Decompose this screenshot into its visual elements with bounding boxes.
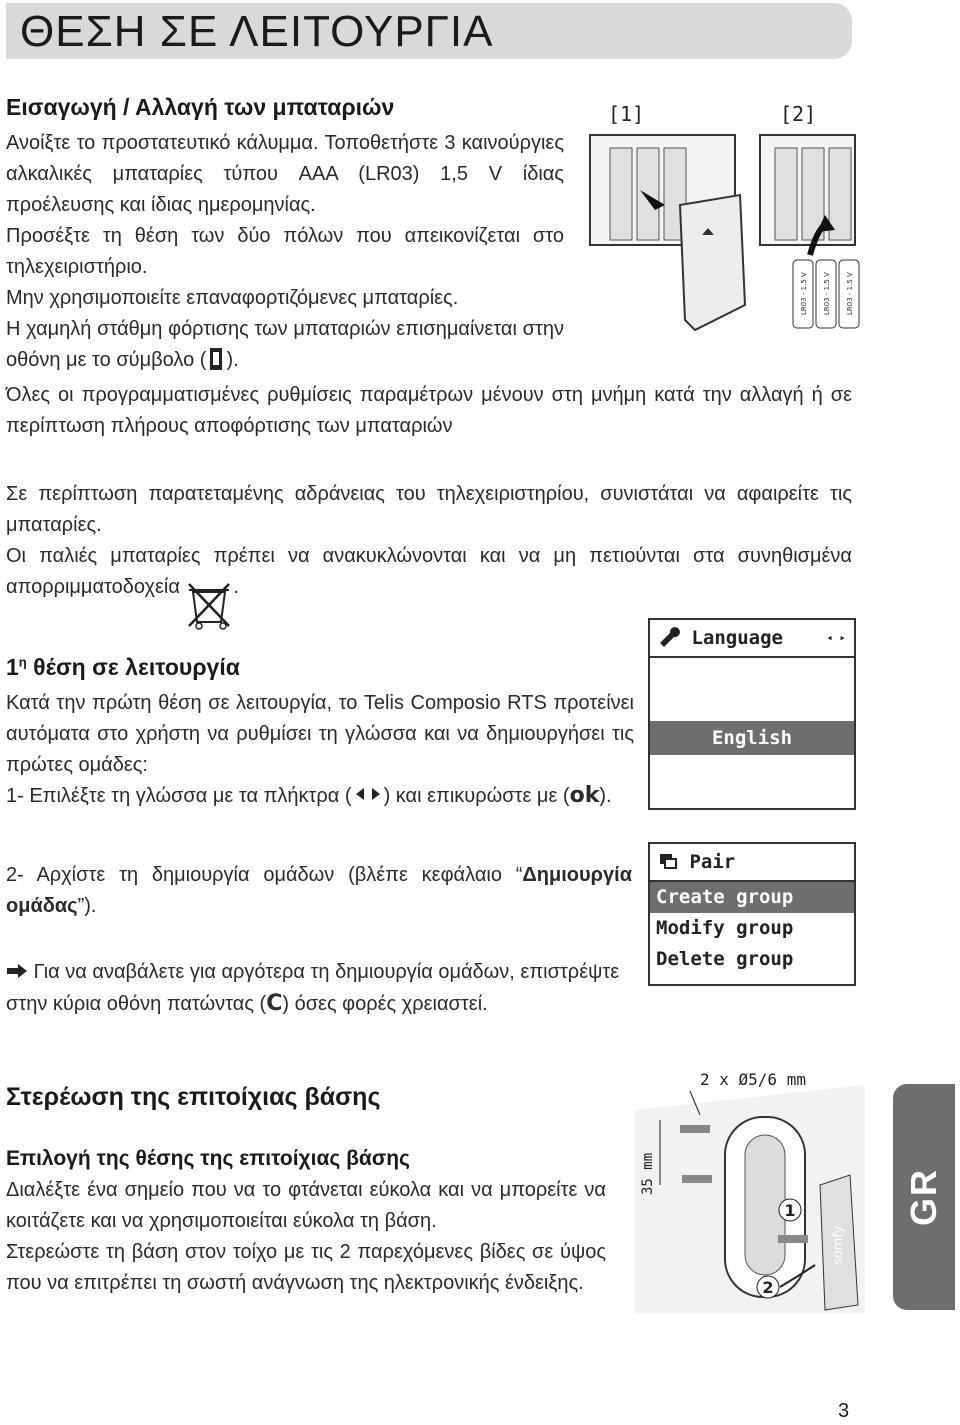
- small-arrows-icon: ◂ ▸: [826, 631, 846, 644]
- step-1-label: 1: [784, 1201, 796, 1220]
- language-option-selected[interactable]: English: [650, 721, 854, 755]
- pair-icon: [658, 852, 678, 870]
- battery-label-b: LR03 - 1.5 V: [823, 272, 831, 315]
- first-use-note: Για να αναβάλετε για αργότερα τη δημιουργία ομάδων, επιστρέψτε στην κύρια οθόνη πατώντας (C) όσες φορές χρειαστεί.: [6, 961, 620, 1016]
- step-2-label: 2: [762, 1278, 774, 1297]
- wrench-icon: [658, 627, 680, 647]
- pair-item-delete-group[interactable]: Delete group: [656, 948, 794, 970]
- battery-label-c: LR03 - 1.5 V: [846, 272, 854, 315]
- figure-label-1: [1]: [608, 102, 645, 126]
- low-battery-icon: [208, 347, 224, 371]
- recycle-bin-icon: [185, 580, 233, 632]
- screws-label: 2 x Ø5/6 mm: [700, 1070, 806, 1089]
- battery-text-block: [6, 128, 564, 376]
- language-tab: [893, 1084, 955, 1310]
- brand-label: somfy: [831, 1225, 846, 1265]
- ok-key-label: ok: [569, 783, 600, 808]
- wall-subheading: Επιλογή της θέσης της επιτοίχιας βάσης: [6, 1147, 410, 1170]
- page-title: ΘΕΣΗ ΣΕ ΛΕΙΤΟΥΡΓΙΑ: [20, 7, 494, 56]
- language-tab-label: GR: [903, 1168, 944, 1226]
- battery-para-4: Η χαμηλή στάθμη φόρτισης των μπαταριών επισημαίνεται στην οθόνη με το σύμβολο ( ).: [6, 318, 564, 371]
- pair-item-create-group[interactable]: Create group: [650, 882, 854, 913]
- arrow-right-icon: [6, 963, 28, 979]
- wall-heading: Στερέωση της επιτοίχιας βάσης: [6, 1083, 381, 1111]
- battery-para-7: Οι παλιές μπαταρίες πρέπει να ανακυκλώνονται και να μη πετιούνται στα συνηθισμένα απορριμματοδοχεία .: [6, 541, 852, 632]
- pair-item-modify-group[interactable]: Modify group: [656, 917, 794, 939]
- first-use-step-1: 1- Επιλέξτε τη γλώσσα με τα πλήκτρα ( ) και επικυρώστε με (ok).: [6, 783, 612, 808]
- battery-para-3: Μην χρησιμοποιείτε επαναφορτιζόμενες μπαταρίες.: [6, 287, 459, 309]
- c-key-label: C: [266, 991, 283, 1016]
- left-right-keys-icon: [352, 784, 384, 804]
- battery-figure: [585, 130, 860, 340]
- battery-para-5: Όλες οι προγραμματισμένες ρυθμίσεις παραμέτρων μένουν στη μνήμη κατά την αλλαγή ή σε περίπτωση πλήρους αποφόρτισης των μπαταριών: [6, 384, 852, 437]
- language-screen-header: Language ◂ ▸: [650, 620, 854, 656]
- wall-para-1: Διαλέξτε ένα σημείο που να το φτάνεται εύκολα και να μπορείτε να κοιτάζετε και να χρησιμοποιείται εύκολα τη βάση.: [6, 1179, 606, 1232]
- language-screen-divider: [650, 656, 854, 658]
- pair-screen: [648, 842, 856, 986]
- pair-screen-header: Pair: [650, 844, 854, 880]
- page-number: 3: [838, 1400, 850, 1422]
- battery-para-6: Σε περίπτωση παρατεταμένης αδράνειας του τηλεχειριστηρίου, συνιστάται να αφαιρείτε τις μπαταρίες.: [6, 483, 852, 536]
- height-label: 35 mm: [640, 1152, 656, 1195]
- wall-para-2: Στερεώστε τη βάση στον τοίχο με τις 2 παρεχόμενες βίδες σε ύψος που να επιτρέπει τη σωστή ανάγνωση της ηλεκτρονικής ένδειξης.: [6, 1241, 606, 1294]
- battery-para-2: Προσέξτε τη θέση των δύο πόλων που απεικονίζεται στο τηλεχειριστήριο.: [6, 225, 564, 278]
- language-screen: [648, 618, 856, 810]
- first-use-para: Κατά την πρώτη θέση σε λειτουργία, το Telis Composio RTS προτείνει αυτόματα στο χρήστη να ρυθμίσει τη γλώσσα και να δημιουργήσει τις πρώτες ομάδες:: [6, 692, 634, 776]
- first-use-step-2: 2- Αρχίστε τη δημιουργία ομάδων (βλέπε κεφάλαιο “Δημιουργία ομάδας”).: [6, 864, 632, 917]
- battery-para-1: Ανοίξτε το προστατευτικό κάλυμμα. Τοποθετήστε 3 καινούργιες αλκαλικές μπαταρίες τύπου AAA (LR03) 1,5 V ίδιας προέλευσης και ίδιας ημερομηνίας.: [6, 132, 564, 216]
- figure-label-2: [2]: [780, 102, 817, 126]
- battery-label-a: LR03 - 1.5 V: [800, 272, 808, 315]
- first-use-heading: $1^\eta$ θέση σε λειτουργία: [6, 654, 240, 680]
- wall-mount-figure: [630, 1065, 870, 1315]
- battery-heading: Εισαγωγή / Αλλαγή των μπαταριών: [6, 94, 395, 120]
